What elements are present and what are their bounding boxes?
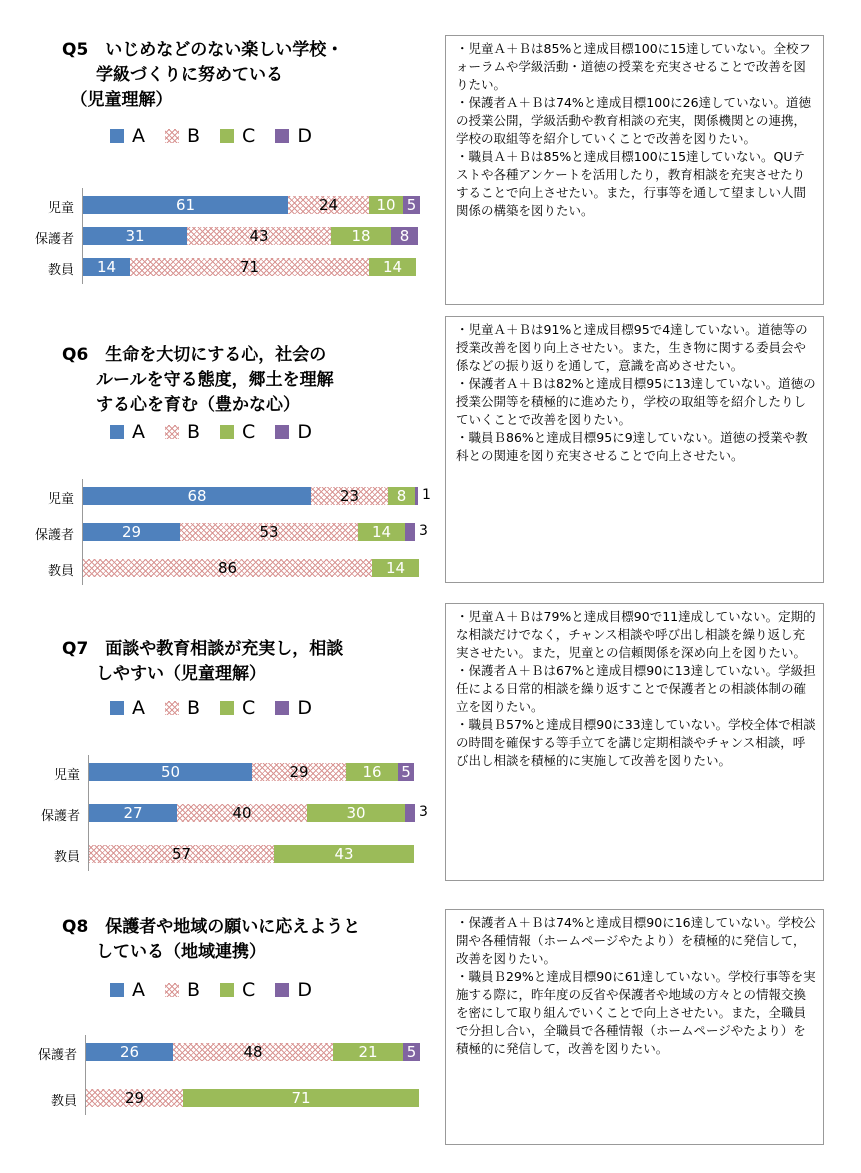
bar-segment-a: 27 — [89, 804, 177, 822]
bar-segment-c: 14 — [358, 523, 405, 541]
title-line: Q5 いじめなどのない楽しい学校・ — [62, 40, 344, 60]
bar-segment-b: 71 — [130, 258, 369, 276]
bar-segment-c: 8 — [388, 487, 415, 505]
bar-segment-c: 43 — [274, 845, 414, 863]
legend-swatch — [220, 701, 234, 715]
category-label: 教員 — [47, 263, 74, 278]
bar-segment-c: 16 — [346, 763, 398, 781]
legend-swatch — [165, 425, 179, 439]
category-label: 保護者 — [37, 1048, 77, 1063]
title-line: している（地域連携） — [62, 942, 266, 962]
legend-label: A — [132, 421, 145, 443]
legend-label: C — [242, 421, 256, 443]
legend-item-c — [220, 697, 255, 719]
bar-segment-c: 14 — [372, 559, 419, 577]
comment-paragraph: ・職員Ｂ29%と達成目標90に61達していない。学校行事等を実施する際に，昨年度の反省や保護者や地域の方々との情報交換を密にして取り組んでいくことで向上させたい。また，全職員で分担し合い，全職員で各種情報（ホームページやたより）を積極的に発信して，改善を図りたい。 — [456, 969, 816, 1056]
bar-segment-c: 21 — [333, 1043, 403, 1061]
comment-box — [445, 909, 824, 1145]
bar-segment-c: 18 — [331, 227, 391, 245]
legend-swatch — [220, 983, 234, 997]
title-line: Q7 面談や教育相談が充実し，相談 — [62, 639, 344, 659]
category-label: 児童 — [47, 492, 74, 507]
bar-segment-b: 29 — [252, 763, 346, 781]
legend-swatch — [110, 701, 124, 715]
stacked-bar — [89, 763, 414, 781]
bar-segment-d: 5 — [403, 1043, 420, 1061]
chart-legend — [110, 421, 332, 443]
legend-swatch — [275, 983, 289, 997]
category-label: 教員 — [47, 564, 74, 579]
legend-item-c — [220, 125, 255, 147]
comment-box — [445, 603, 824, 881]
legend-swatch — [110, 425, 124, 439]
legend-item-a — [110, 421, 145, 443]
stacked-bar — [83, 258, 416, 276]
comment-paragraph: ・職員Ｂ86%と達成目標95に9達していない。道徳の授業や教科との関連を図り充実させることで向上させたい。 — [456, 430, 808, 463]
bar-segment-b: 86 — [83, 559, 372, 577]
category-label: 保護者 — [40, 809, 80, 824]
legend-item-d — [275, 421, 312, 443]
legend-item-c — [220, 979, 255, 1001]
legend-swatch — [165, 983, 179, 997]
legend-label: A — [132, 125, 145, 147]
stacked-bar — [89, 845, 414, 863]
bar-segment-a: 50 — [89, 763, 252, 781]
legend-swatch — [220, 425, 234, 439]
legend-label: A — [132, 697, 145, 719]
bar-segment-b: 29 — [86, 1089, 183, 1107]
section-title — [62, 343, 334, 418]
legend-label: A — [132, 979, 145, 1001]
comment-paragraph: ・保護者Ａ＋Ｂは82%と達成目標95に13達していない。道徳の授業公開等を積極的に進めたり，学校の取組等を紹介したりしていくことで改善を図りたい。 — [456, 376, 816, 427]
title-line: する心を育む（豊かな心） — [62, 395, 300, 415]
stacked-bar — [83, 523, 415, 541]
bar-segment-a: 29 — [83, 523, 180, 541]
comment-paragraph: ・児童Ａ＋Ｂは85%と達成目標100に15達していない。全校フォーラムや学級活動・道徳の授業を充実させることで改善を図りたい。 — [456, 41, 812, 92]
legend-item-b — [165, 979, 200, 1001]
legend-label: B — [187, 125, 201, 147]
legend-label: D — [297, 125, 312, 147]
category-label: 教員 — [50, 1094, 77, 1109]
legend-item-c — [220, 421, 255, 443]
stacked-bar — [86, 1089, 419, 1107]
legend-swatch — [110, 983, 124, 997]
bar-segment-b: 48 — [173, 1043, 333, 1061]
section-title — [62, 637, 343, 687]
bar-segment-b: 57 — [89, 845, 274, 863]
title-line: Q6 生命を大切にする心，社会の — [62, 345, 327, 365]
bar-segment-b: 23 — [311, 487, 388, 505]
category-label: 児童 — [47, 201, 74, 216]
comment-paragraph: ・職員Ｂ57%と達成目標90に33達していない。学校全体で相談の時間を確保する等手立てを講じ定期相談やチャンス相談，呼び出し相談を積極的に実施して改善を図りたい。 — [456, 717, 816, 768]
stacked-bar — [83, 196, 420, 214]
bar-segment-a: 68 — [83, 487, 311, 505]
title-line: しやすい（児童理解） — [62, 664, 266, 684]
bar-segment-d: 5 — [398, 763, 414, 781]
bar-segment-a: 14 — [83, 258, 130, 276]
bar-segment-d — [405, 804, 415, 822]
category-label: 児童 — [53, 768, 80, 783]
bar-segment-d — [405, 523, 415, 541]
stacked-bar — [86, 1043, 420, 1061]
section-title — [62, 38, 343, 113]
legend-label: B — [187, 979, 201, 1001]
bar-segment-d: 5 — [403, 196, 420, 214]
legend-label: C — [242, 697, 256, 719]
comment-paragraph: ・保護者Ａ＋Ｂは74%と達成目標100に26達していない。道徳の授業公開，学級活動や教育相談の充実，関係機関との連携，学校の取組等を紹介していくことで改善を図りたい。 — [456, 95, 812, 146]
title-line: Q8 保護者や地域の願いに応えようと — [62, 917, 361, 937]
category-label: 保護者 — [34, 528, 74, 543]
legend-item-a — [110, 979, 145, 1001]
legend-swatch — [275, 129, 289, 143]
chart-legend — [110, 697, 332, 719]
bar-segment-a: 61 — [83, 196, 288, 214]
comment-paragraph: ・児童Ａ＋Ｂは91%と達成目標95で4達していない。道徳等の授業改善を図り向上させたい。また，生き物に関する委員会や係などの振り返りを通して，意識を高めさせたい。 — [456, 322, 808, 373]
legend-label: D — [297, 697, 312, 719]
comment-paragraph: ・児童Ａ＋Ｂは79%と達成目標90で11達成していない。定期的な相談だけでなく，チャンス相談や呼び出し相談を繰り返し充実させたい。また，児童との信頼関係を深め向上を図りたい。 — [456, 609, 816, 660]
comment-box — [445, 35, 824, 305]
legend-item-d — [275, 979, 312, 1001]
data-label-outside: 3 — [419, 523, 428, 539]
bar-segment-d — [415, 487, 418, 505]
legend-item-d — [275, 697, 312, 719]
title-line: 学級づくりに努めている — [62, 65, 283, 85]
section-title — [62, 915, 360, 965]
bar-segment-c: 14 — [369, 258, 416, 276]
legend-swatch — [220, 129, 234, 143]
stacked-bar — [83, 559, 419, 577]
legend-swatch — [275, 701, 289, 715]
legend-swatch — [165, 701, 179, 715]
bar-segment-a: 31 — [83, 227, 187, 245]
legend-item-b — [165, 421, 200, 443]
legend-label: B — [187, 697, 201, 719]
stacked-bar — [83, 227, 418, 245]
bar-segment-b: 24 — [288, 196, 369, 214]
bar-segment-b: 53 — [180, 523, 358, 541]
chart-legend — [110, 125, 332, 147]
comment-paragraph: ・保護者Ａ＋Ｂは67%と達成目標90に13達していない。学級担任による日常的相談を繰り返すことで保護者との相談体制の確立を図りたい。 — [456, 663, 816, 714]
title-line: ルールを守る態度，郷土を理解 — [62, 370, 334, 390]
legend-swatch — [275, 425, 289, 439]
data-label-outside: 3 — [419, 804, 428, 820]
bar-segment-c: 71 — [183, 1089, 419, 1107]
comment-paragraph: ・職員Ａ＋Ｂは85%と達成目標100に15達していない。QUテストや各種アンケートを活用したり，教育相談を充実させたりすることで向上させたい。また，行事等を通して望ましい人間関係の構築を図りたい。 — [456, 149, 807, 218]
data-label-outside: 1 — [422, 487, 431, 503]
legend-label: C — [242, 125, 256, 147]
stacked-bar — [83, 487, 418, 505]
bar-segment-b: 43 — [187, 227, 331, 245]
bar-segment-a: 26 — [86, 1043, 173, 1061]
bar-segment-b: 40 — [177, 804, 307, 822]
comment-box — [445, 316, 824, 583]
bar-segment-c: 30 — [307, 804, 405, 822]
bar-segment-d: 8 — [391, 227, 418, 245]
category-label: 保護者 — [34, 232, 74, 247]
comment-paragraph: ・保護者Ａ＋Ｂは74%と達成目標90に16達していない。学校公開や各種情報（ホームページやたより）を積極的に発信して，改善を図りたい。 — [456, 915, 816, 966]
legend-item-a — [110, 125, 145, 147]
chart-legend — [110, 979, 332, 1001]
legend-item-b — [165, 125, 200, 147]
legend-label: D — [297, 421, 312, 443]
legend-label: C — [242, 979, 256, 1001]
legend-item-a — [110, 697, 145, 719]
title-line: （児童理解） — [62, 90, 173, 110]
legend-swatch — [165, 129, 179, 143]
category-label: 教員 — [53, 850, 80, 865]
bar-segment-c: 10 — [369, 196, 403, 214]
legend-label: D — [297, 979, 312, 1001]
legend-item-d — [275, 125, 312, 147]
legend-label: B — [187, 421, 201, 443]
legend-item-b — [165, 697, 200, 719]
stacked-bar — [89, 804, 415, 822]
legend-swatch — [110, 129, 124, 143]
